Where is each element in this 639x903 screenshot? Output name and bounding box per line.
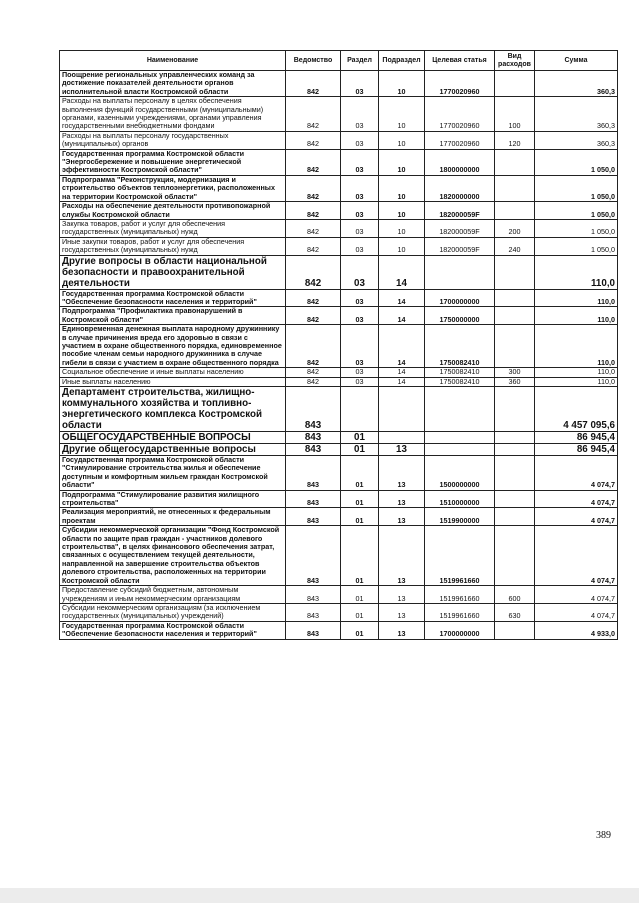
cell-dept: 843 (286, 508, 341, 526)
cell-subsection: 14 (379, 255, 425, 289)
table-row (60, 97, 618, 132)
cell-section: 03 (341, 377, 379, 386)
header-sum: Сумма (535, 51, 618, 71)
cell-sum: 110,0 (535, 289, 618, 307)
cell-dept: 842 (286, 97, 341, 132)
cell-sum: 86 945,4 (535, 444, 618, 456)
table-row (60, 387, 618, 432)
cell-dept: 843 (286, 444, 341, 456)
table-row (60, 586, 618, 604)
cell-name: Другие общегосударственные вопросы (60, 444, 286, 456)
cell-target: 1770020960 (425, 131, 495, 149)
cell-target: 1750000000 (425, 307, 495, 325)
cell-sum: 110,0 (535, 325, 618, 368)
cell-subsection: 10 (379, 97, 425, 132)
cell-name: ОБЩЕГОСУДАРСТВЕННЫЕ ВОПРОСЫ (60, 432, 286, 444)
cell-target: 1750082410 (425, 325, 495, 368)
cell-dept: 843 (286, 526, 341, 586)
cell-subsection (379, 432, 425, 444)
cell-sum: 4 074,7 (535, 603, 618, 621)
cell-name: Расходы на выплаты персоналу в целях обеспечения выполнения функций государственными (муниципальными) органами, казенными учреждениями, органами управления государственными внебюджетными фондами (60, 97, 286, 132)
cell-kind (495, 432, 535, 444)
cell-name: Подпрограмма "Стимулирование развития жилищного строительства" (60, 490, 286, 508)
page-number: 389 (596, 830, 611, 841)
cell-kind: 600 (495, 586, 535, 604)
cell-section: 03 (341, 368, 379, 377)
cell-kind (495, 149, 535, 175)
cell-dept: 842 (286, 377, 341, 386)
cell-sum: 4 074,7 (535, 586, 618, 604)
cell-dept: 842 (286, 368, 341, 377)
cell-subsection: 13 (379, 508, 425, 526)
cell-sum: 360,3 (535, 71, 618, 97)
cell-dept: 843 (286, 387, 341, 432)
cell-name: Подпрограмма "Профилактика правонарушений в Костромской области" (60, 307, 286, 325)
cell-target: 1770020960 (425, 97, 495, 132)
cell-dept: 842 (286, 325, 341, 368)
cell-kind (495, 456, 535, 491)
header-row (60, 51, 618, 71)
cell-sum: 110,0 (535, 368, 618, 377)
cell-subsection: 13 (379, 586, 425, 604)
cell-target: 1510000000 (425, 490, 495, 508)
header-name: Наименование (60, 51, 286, 71)
cell-name: Подпрограмма "Реконструкция, модернизация и строительство объектов теплоэнергетики, расположенных на территории Костромской области" (60, 175, 286, 201)
cell-dept: 843 (286, 432, 341, 444)
table-row (60, 219, 618, 237)
cell-target: 1820000000 (425, 175, 495, 201)
table-row (60, 71, 618, 97)
cell-target: 1700000000 (425, 289, 495, 307)
cell-subsection: 14 (379, 368, 425, 377)
cell-subsection: 10 (379, 202, 425, 220)
header-target: Целевая статья (425, 51, 495, 71)
cell-sum: 110,0 (535, 307, 618, 325)
cell-subsection: 13 (379, 603, 425, 621)
cell-sum: 4 074,7 (535, 490, 618, 508)
cell-subsection: 10 (379, 237, 425, 255)
cell-sum: 1 050,0 (535, 219, 618, 237)
cell-sum: 4 074,7 (535, 508, 618, 526)
cell-subsection: 10 (379, 175, 425, 201)
cell-kind (495, 490, 535, 508)
table-row (60, 289, 618, 307)
cell-dept: 843 (286, 586, 341, 604)
cell-target (425, 387, 495, 432)
cell-kind (495, 621, 535, 639)
cell-kind: 630 (495, 603, 535, 621)
cell-sum: 110,0 (535, 377, 618, 386)
cell-subsection (379, 387, 425, 432)
cell-name: Иные выплаты населению (60, 377, 286, 386)
cell-kind (495, 255, 535, 289)
cell-name: Департамент строительства, жилищно-коммунального хозяйства и топливно-энергетического комплекса Костромской области (60, 387, 286, 432)
table-row (60, 456, 618, 491)
cell-section: 01 (341, 586, 379, 604)
cell-subsection: 10 (379, 131, 425, 149)
cell-dept: 842 (286, 237, 341, 255)
cell-kind (495, 508, 535, 526)
cell-dept: 842 (286, 289, 341, 307)
table-row (60, 490, 618, 508)
cell-target: 1519900000 (425, 508, 495, 526)
cell-kind (495, 289, 535, 307)
cell-section: 01 (341, 508, 379, 526)
cell-kind (495, 526, 535, 586)
cell-target: 1750082410 (425, 368, 495, 377)
cell-section: 03 (341, 237, 379, 255)
table-row (60, 508, 618, 526)
budget-table (59, 50, 618, 640)
cell-section: 03 (341, 149, 379, 175)
cell-subsection: 14 (379, 325, 425, 368)
cell-kind (495, 307, 535, 325)
cell-target: 1519961660 (425, 526, 495, 586)
cell-subsection: 13 (379, 456, 425, 491)
cell-dept: 842 (286, 71, 341, 97)
cell-name: Реализация мероприятий, не отнесенных к федеральным проектам (60, 508, 286, 526)
cell-kind (495, 325, 535, 368)
cell-sum: 110,0 (535, 255, 618, 289)
cell-kind: 360 (495, 377, 535, 386)
cell-dept: 842 (286, 131, 341, 149)
cell-name: Расходы на обеспечение деятельности противопожарной службы Костромской области (60, 202, 286, 220)
cell-name: Государственная программа Костромской области "Энергосбережение и повышение энергетической эффективности Костромской области" (60, 149, 286, 175)
cell-kind (495, 387, 535, 432)
cell-subsection: 10 (379, 219, 425, 237)
cell-kind (495, 444, 535, 456)
cell-name: Предоставление субсидий бюджетным, автономным учреждениям и иным некоммерческим организациям (60, 586, 286, 604)
cell-kind (495, 175, 535, 201)
table-row (60, 202, 618, 220)
cell-section: 01 (341, 456, 379, 491)
cell-name: Закупка товаров, работ и услуг для обеспечения государственных (муниципальных) нужд (60, 219, 286, 237)
table-row (60, 237, 618, 255)
cell-sum: 4 457 095,6 (535, 387, 618, 432)
cell-subsection: 14 (379, 377, 425, 386)
cell-kind: 240 (495, 237, 535, 255)
cell-target (425, 444, 495, 456)
table-row (60, 444, 618, 456)
cell-name: Государственная программа Костромской области "Обеспечение безопасности населения и территорий" (60, 621, 286, 639)
cell-dept: 842 (286, 149, 341, 175)
cell-name: Единовременная денежная выплата народному дружиннику в случае причинения вреда его здоровью в связи с участием в охране общественного порядка, единовременное пособие членам семьи народного дружинника в случае гибели в связи с участием в охране общественного порядка (60, 325, 286, 368)
cell-dept: 843 (286, 603, 341, 621)
cell-section: 01 (341, 444, 379, 456)
table-row (60, 131, 618, 149)
table-row (60, 255, 618, 289)
cell-kind (495, 71, 535, 97)
table-row (60, 432, 618, 444)
cell-sum: 1 050,0 (535, 149, 618, 175)
cell-section: 03 (341, 307, 379, 325)
cell-dept: 842 (286, 175, 341, 201)
cell-target: 1800000000 (425, 149, 495, 175)
cell-name: Государственная программа Костромской области "Стимулирование строительства жилья и обеспечение доступным и комфортным жильем граждан Костромской области" (60, 456, 286, 491)
cell-section: 03 (341, 175, 379, 201)
cell-section: 03 (341, 219, 379, 237)
header-subsection: Подраздел (379, 51, 425, 71)
cell-target: 1770020960 (425, 71, 495, 97)
header-section: Раздел (341, 51, 379, 71)
cell-target: 182000059F (425, 219, 495, 237)
cell-section: 01 (341, 432, 379, 444)
table-row (60, 526, 618, 586)
cell-subsection: 13 (379, 526, 425, 586)
cell-sum: 1 050,0 (535, 202, 618, 220)
cell-subsection: 14 (379, 307, 425, 325)
cell-section: 03 (341, 71, 379, 97)
header-dept: Ведомство (286, 51, 341, 71)
cell-dept: 842 (286, 219, 341, 237)
cell-dept: 843 (286, 490, 341, 508)
cell-dept: 843 (286, 456, 341, 491)
table-row (60, 175, 618, 201)
cell-kind (495, 202, 535, 220)
cell-name: Расходы на выплаты персоналу государственных (муниципальных) органов (60, 131, 286, 149)
cell-name: Поощрение региональных управленческих команд за достижение показателей деятельности органов исполнительной власти Костромской области (60, 71, 286, 97)
cell-name: Субсидии некоммерческой организации "Фонд Костромской области по защите прав граждан - участников долевого строительства", в целях финансового обеспечения затрат, связанных с осуществлением текущей деятельности, направленной на завершение строительства объектов долевого строительства, расположенных на территории Костромской области (60, 526, 286, 586)
cell-name: Государственная программа Костромской области "Обеспечение безопасности населения и территорий" (60, 289, 286, 307)
cell-name: Социальное обеспечение и иные выплаты населению (60, 368, 286, 377)
cell-dept: 842 (286, 307, 341, 325)
cell-section: 03 (341, 202, 379, 220)
cell-kind: 120 (495, 131, 535, 149)
cell-target: 1750082410 (425, 377, 495, 386)
cell-target: 1519961660 (425, 603, 495, 621)
table-row (60, 307, 618, 325)
cell-subsection: 10 (379, 149, 425, 175)
cell-dept: 842 (286, 255, 341, 289)
cell-kind: 200 (495, 219, 535, 237)
cell-dept: 843 (286, 621, 341, 639)
cell-name: Субсидии некоммерческим организациям (за исключением государственных (муниципальных) учреждений) (60, 603, 286, 621)
cell-sum: 86 945,4 (535, 432, 618, 444)
table-row (60, 325, 618, 368)
cell-target: 1519961660 (425, 586, 495, 604)
cell-section: 03 (341, 131, 379, 149)
cell-dept: 842 (286, 202, 341, 220)
table-row (60, 621, 618, 639)
cell-subsection: 10 (379, 71, 425, 97)
cell-target: 1500000000 (425, 456, 495, 491)
cell-section: 01 (341, 526, 379, 586)
cell-section: 01 (341, 603, 379, 621)
cell-sum: 4 074,7 (535, 526, 618, 586)
table-row (60, 603, 618, 621)
cell-target: 1700000000 (425, 621, 495, 639)
cell-section: 03 (341, 289, 379, 307)
cell-subsection: 13 (379, 621, 425, 639)
cell-target: 182000059F (425, 202, 495, 220)
cell-subsection: 14 (379, 289, 425, 307)
cell-sum: 4 933,0 (535, 621, 618, 639)
cell-sum: 1 050,0 (535, 237, 618, 255)
scan-footer-band (0, 888, 639, 903)
cell-name: Другие вопросы в области национальной безопасности и правоохранительной деятельности (60, 255, 286, 289)
cell-kind: 100 (495, 97, 535, 132)
cell-section: 03 (341, 325, 379, 368)
cell-section: 03 (341, 97, 379, 132)
cell-section: 01 (341, 621, 379, 639)
table-row (60, 149, 618, 175)
header-kind: Вид расходов (495, 51, 535, 71)
cell-kind: 300 (495, 368, 535, 377)
table-row (60, 368, 618, 377)
cell-target (425, 432, 495, 444)
cell-section (341, 387, 379, 432)
cell-subsection: 13 (379, 444, 425, 456)
cell-target (425, 255, 495, 289)
table-row (60, 377, 618, 386)
cell-section: 03 (341, 255, 379, 289)
cell-sum: 360,3 (535, 131, 618, 149)
cell-target: 182000059F (425, 237, 495, 255)
cell-sum: 4 074,7 (535, 456, 618, 491)
cell-subsection: 13 (379, 490, 425, 508)
cell-name: Иные закупки товаров, работ и услуг для обеспечения государственных (муниципальных) нужд (60, 237, 286, 255)
cell-sum: 1 050,0 (535, 175, 618, 201)
cell-section: 01 (341, 490, 379, 508)
cell-sum: 360,3 (535, 97, 618, 132)
